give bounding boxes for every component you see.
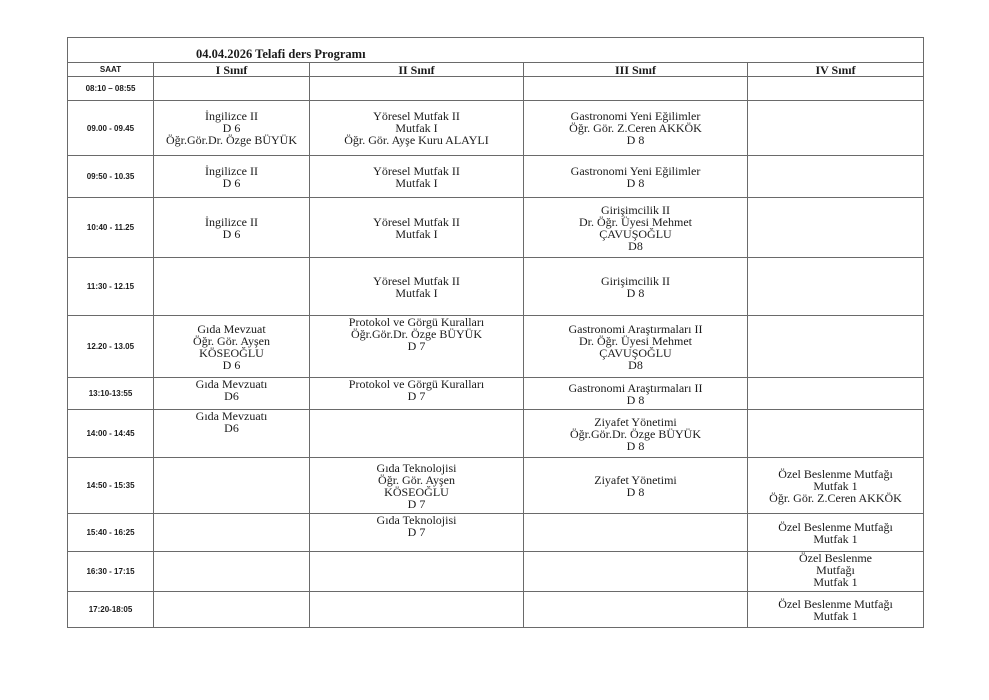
course-line: D8 xyxy=(628,357,643,372)
course-line: Özel Beslenme Mutfağı xyxy=(778,519,893,534)
course-line: D 8 xyxy=(626,285,645,300)
course-cell-class-3 xyxy=(524,258,748,316)
course-line: Mutfak 1 xyxy=(813,478,858,493)
course-line: D 8 xyxy=(626,175,645,190)
course-line: Gıda Teknolojisi xyxy=(376,460,457,475)
course-line: Dr. Öğr. Üyesi Mehmet xyxy=(579,214,692,229)
course-cell-class-2 xyxy=(310,514,524,552)
schedule-row xyxy=(68,77,924,101)
course-cell-class-4 xyxy=(748,592,924,628)
course-line: Öğr. Gör. Ayşen xyxy=(378,472,455,487)
course-cell-class-3 xyxy=(524,458,748,514)
course-cell-class-1 xyxy=(154,458,310,514)
course-line: D6 xyxy=(224,421,239,435)
time-slot: 15:40 - 16:25 xyxy=(68,514,154,552)
course-line: Öğr.Gör.Dr. Özge BÜYÜK xyxy=(351,327,482,341)
course-line: Gıda Mevzuatı xyxy=(195,377,268,391)
course-cell-class-2 xyxy=(310,101,524,156)
course-cell-class-4 xyxy=(748,101,924,156)
course-cell-class-4 xyxy=(748,552,924,592)
time-slot: 10:40 - 11.25 xyxy=(68,198,154,258)
course-cell-class-4 xyxy=(748,378,924,410)
schedule-row xyxy=(68,258,924,316)
time-slot: 14:50 - 15:35 xyxy=(68,458,154,514)
schedule-body xyxy=(68,77,924,628)
course-line: Gıda Mevzuatı xyxy=(195,409,268,423)
course-line: Öğr. Gör. Z.Ceren AKKÖK xyxy=(769,490,902,505)
course-line: Yöresel Mutfak II xyxy=(373,273,460,288)
course-line: ÇAVUŞOĞLU xyxy=(599,345,672,360)
course-line: D 7 xyxy=(407,389,426,403)
course-cell-class-3 xyxy=(524,101,748,156)
course-cell-class-4 xyxy=(748,514,924,552)
course-line: D 8 xyxy=(626,484,645,499)
course-cell-class-2 xyxy=(310,458,524,514)
course-line: Girişimcilik II xyxy=(601,273,670,288)
course-cell-class-2 xyxy=(310,552,524,592)
course-cell-class-1 xyxy=(154,258,310,316)
course-line: Özel Beslenme Mutfağı xyxy=(778,596,893,611)
schedule-row xyxy=(68,198,924,258)
course-cell-class-4 xyxy=(748,410,924,458)
course-cell-class-2 xyxy=(310,77,524,101)
course-line: Mutfak 1 xyxy=(813,531,858,546)
schedule-row xyxy=(68,101,924,156)
course-cell-class-1 xyxy=(154,198,310,258)
course-line: D8 xyxy=(628,238,643,253)
course-cell-class-1 xyxy=(154,101,310,156)
course-cell-class-4 xyxy=(748,458,924,514)
course-cell-class-3 xyxy=(524,156,748,198)
course-line: D 6 xyxy=(222,226,241,241)
course-line: Gastronomi Araştırmaları II xyxy=(568,321,703,336)
course-line: Mutfak 1 xyxy=(813,608,858,623)
header-saat: SAAT xyxy=(68,63,154,77)
course-line: Mutfak 1 xyxy=(813,575,858,589)
course-line: Gıda Teknolojisi xyxy=(376,513,457,527)
course-line: Mutfak I xyxy=(395,285,438,300)
course-line: Ziyafet Yönetimi xyxy=(594,414,677,429)
course-line: D 7 xyxy=(407,339,426,353)
course-cell-class-4 xyxy=(748,156,924,198)
course-line: Yöresel Mutfak II xyxy=(373,214,460,229)
course-line: Öğr. Gör. Ayşe Kuru ALAYLI xyxy=(344,133,489,147)
time-slot: 09.00 - 09.45 xyxy=(68,101,154,156)
course-line: D 6 xyxy=(222,175,241,190)
schedule-row xyxy=(68,592,924,628)
time-slot: 08:10 – 08:55 xyxy=(68,77,154,101)
course-cell-class-4 xyxy=(748,316,924,378)
course-cell-class-3 xyxy=(524,592,748,628)
header-class-3: III Sınıf xyxy=(524,63,748,77)
header-class-4: IV Sınıf xyxy=(748,63,924,77)
course-line: KÖSEOĞLU xyxy=(384,484,449,499)
course-cell-class-4 xyxy=(748,198,924,258)
schedule-title: 04.04.2026 Telafi ders Programı xyxy=(68,38,924,63)
schedule-row xyxy=(68,378,924,410)
course-line: Protokol ve Görgü Kuralları xyxy=(348,377,485,391)
course-cell-class-2 xyxy=(310,258,524,316)
course-line: Mutfağı xyxy=(816,563,855,577)
course-line: Öğr.Gör.Dr. Özge BÜYÜK xyxy=(570,426,701,441)
course-line: D 6 xyxy=(222,357,241,372)
course-line: İngilizce II xyxy=(205,163,258,178)
course-line: D 7 xyxy=(407,496,426,511)
course-line: Gastronomi Araştırmaları II xyxy=(568,380,703,395)
course-line: Yöresel Mutfak II xyxy=(373,109,460,123)
course-line: Girişimcilik II xyxy=(601,202,670,217)
course-cell-class-2 xyxy=(310,198,524,258)
course-line: İngilizce II xyxy=(205,214,258,229)
course-line: D 8 xyxy=(626,392,645,407)
time-slot: 16:30 - 17:15 xyxy=(68,552,154,592)
schedule-row xyxy=(68,156,924,198)
course-line: Ziyafet Yönetimi xyxy=(594,472,677,487)
course-cell-class-3 xyxy=(524,552,748,592)
course-line: ÇAVUŞOĞLU xyxy=(599,226,672,241)
time-slot: 11:30 - 12.15 xyxy=(68,258,154,316)
schedule-row xyxy=(68,316,924,378)
course-line: Mutfak I xyxy=(395,226,438,241)
course-cell-class-1 xyxy=(154,592,310,628)
schedule-sheet xyxy=(67,37,923,628)
course-line: KÖSEOĞLU xyxy=(199,345,264,360)
course-cell-class-1 xyxy=(154,156,310,198)
course-line: Dr. Öğr. Üyesi Mehmet xyxy=(579,333,692,348)
course-line: Mutfak I xyxy=(395,121,438,135)
course-cell-class-1 xyxy=(154,514,310,552)
course-line: D6 xyxy=(224,389,239,403)
course-cell-class-1 xyxy=(154,316,310,378)
course-line: Öğr. Gör. Ayşen xyxy=(193,333,270,348)
course-cell-class-2 xyxy=(310,592,524,628)
course-line: Öğr.Gör.Dr. Özge BÜYÜK xyxy=(166,133,297,147)
course-cell-class-3 xyxy=(524,514,748,552)
course-line: D 7 xyxy=(407,525,426,539)
course-cell-class-2 xyxy=(310,316,524,378)
course-cell-class-4 xyxy=(748,77,924,101)
course-cell-class-1 xyxy=(154,552,310,592)
time-slot: 17:20-18:05 xyxy=(68,592,154,628)
time-slot: 14:00 - 14:45 xyxy=(68,410,154,458)
schedule-table xyxy=(67,37,924,628)
course-line: Protokol ve Görgü Kuralları xyxy=(348,315,485,329)
course-line: D 8 xyxy=(626,438,645,453)
time-slot: 12.20 - 13.05 xyxy=(68,316,154,378)
course-line: Özel Beslenme xyxy=(799,551,872,565)
course-cell-class-3 xyxy=(524,410,748,458)
course-line: Özel Beslenme Mutfağı xyxy=(778,466,893,481)
time-slot: 09:50 - 10.35 xyxy=(68,156,154,198)
schedule-row xyxy=(68,410,924,458)
course-cell-class-4 xyxy=(748,258,924,316)
time-slot: 13:10-13:55 xyxy=(68,378,154,410)
course-cell-class-1 xyxy=(154,77,310,101)
schedule-row xyxy=(68,552,924,592)
course-cell-class-2 xyxy=(310,378,524,410)
course-line: D 6 xyxy=(222,121,241,135)
course-cell-class-2 xyxy=(310,410,524,458)
course-cell-class-1 xyxy=(154,410,310,458)
title-row xyxy=(68,38,924,63)
header-class-1: I Sınıf xyxy=(154,63,310,77)
course-line: Yöresel Mutfak II xyxy=(373,163,460,178)
course-line: Gıda Mevzuat xyxy=(197,321,266,336)
course-cell-class-3 xyxy=(524,198,748,258)
course-line: Öğr. Gör. Z.Ceren AKKÖK xyxy=(569,121,702,135)
course-line: D 8 xyxy=(626,133,645,147)
course-line: Mutfak I xyxy=(395,175,438,190)
course-line: Gastronomi Yeni Eğilimler xyxy=(570,163,701,178)
course-cell-class-3 xyxy=(524,77,748,101)
course-cell-class-3 xyxy=(524,378,748,410)
header-row xyxy=(68,63,924,77)
schedule-row xyxy=(68,514,924,552)
schedule-row xyxy=(68,458,924,514)
course-cell-class-2 xyxy=(310,156,524,198)
course-cell-class-1 xyxy=(154,378,310,410)
course-line: Gastronomi Yeni Eğilimler xyxy=(570,109,701,123)
course-line: İngilizce II xyxy=(205,109,258,123)
course-cell-class-3 xyxy=(524,316,748,378)
header-class-2: II Sınıf xyxy=(310,63,524,77)
